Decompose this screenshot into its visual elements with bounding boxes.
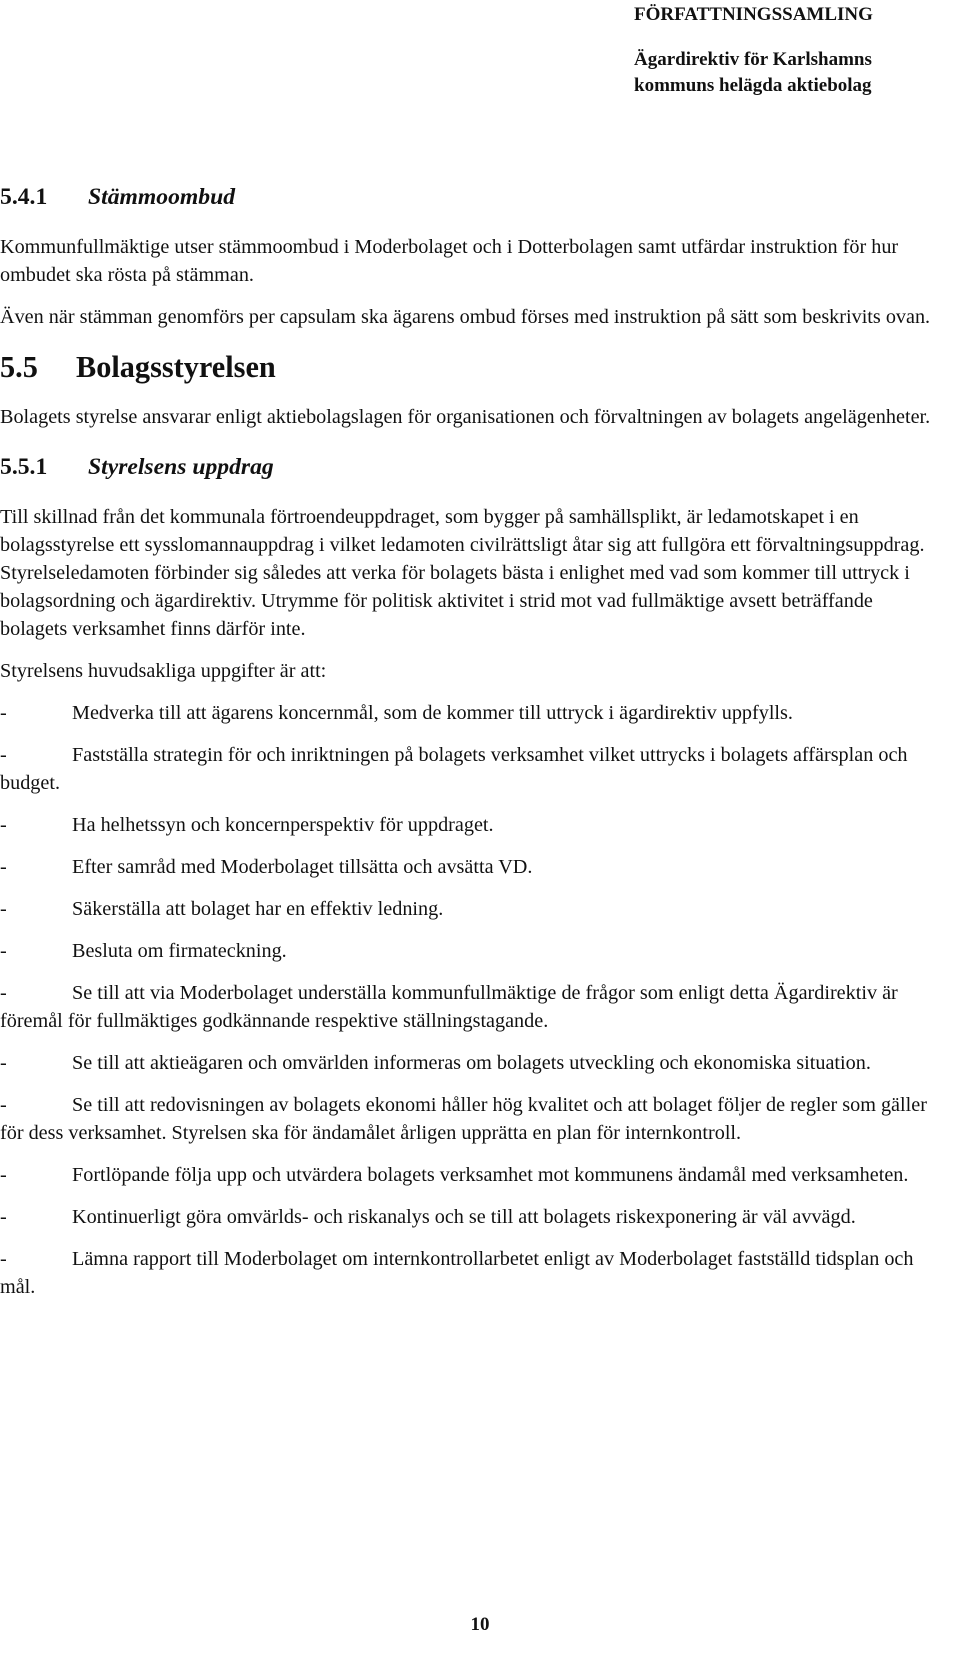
paragraph: Även när stämman genomförs per capsulam ska ägarens ombud förses med instruktion på sätt som beskrivits ovan. — [0, 306, 931, 328]
list-item — [0, 895, 934, 923]
list-dash: - — [0, 744, 7, 766]
list-item — [0, 811, 934, 839]
list-item — [0, 1049, 934, 1077]
heading-5-5-1 — [0, 453, 934, 481]
list-dash: - — [0, 1206, 7, 1228]
paragraph: Styrelsens huvudsakliga uppgifter är att: — [0, 660, 327, 682]
list-dash: - — [0, 940, 7, 962]
list-item-text: Se till att redovisningen av bolagets ekonomi håller hög kvalitet och att bolaget följer de regler som gäller för dess verksamhet. Styrelsen ska för ändamålet årligen upprätta en plan för internkontroll. — [0, 1094, 927, 1144]
list-item — [0, 853, 934, 881]
list-dash: - — [0, 1248, 7, 1270]
paragraph: Bolagets styrelse ansvarar enligt aktiebolagslagen för organisationen och förvaltningen av bolagets angelägenheter. — [0, 406, 931, 428]
list-dash: - — [0, 856, 7, 878]
collection-title: FÖRFATTNINGSSAMLING — [634, 4, 873, 25]
heading-5-5 — [0, 350, 934, 384]
list-dash: - — [0, 898, 7, 920]
list-dash: - — [0, 702, 7, 724]
list-item-text: Lämna rapport till Moderbolaget om internkontrollarbetet enligt av Moderbolaget fastställd tidsplan och mål. — [0, 1248, 914, 1298]
list-item-text: Se till att aktieägaren och omvärlden informeras om bolagets utveckling och ekonomiska situation. — [72, 1052, 871, 1074]
list-item-text: Efter samråd med Moderbolaget tillsätta och avsätta VD. — [72, 856, 533, 878]
list-item — [0, 1203, 934, 1231]
heading-number: 5.5 — [0, 350, 38, 384]
list-item — [0, 937, 934, 965]
list-item-text: Kontinuerligt göra omvärlds- och riskanalys och se till att bolagets riskexponering är väl avvägd. — [72, 1206, 856, 1228]
list-item-text: Säkerställa att bolaget har en effektiv ledning. — [72, 898, 444, 920]
list-item — [0, 741, 934, 797]
heading-text: Styrelsens uppdrag — [88, 454, 274, 480]
list-item-text: Ha helhetssyn och koncernperspektiv för uppdraget. — [72, 814, 494, 836]
page-header — [634, 2, 934, 99]
list-item — [0, 1161, 934, 1189]
document-title-line-2: kommuns helägda aktiebolag — [634, 75, 872, 96]
heading-number: 5.4.1 — [0, 184, 48, 210]
list-item-text: Fortlöpande följa upp och utvärdera bolagets verksamhet mot kommunens ändamål med verksamheten. — [72, 1164, 909, 1186]
document-title-line-1: Ägardirektiv för Karlshamns — [634, 49, 872, 70]
list-item-text: Medverka till att ägarens koncernmål, som de kommer till uttryck i ägardirektiv uppfylls. — [72, 702, 793, 724]
paragraph: Kommunfullmäktige utser stämmoombud i Moderbolaget och i Dotterbolagen samt utfärdar instruktion för hur ombudet ska rösta på stämman. — [0, 236, 899, 286]
list-item — [0, 979, 934, 1035]
heading-number: 5.5.1 — [0, 454, 48, 480]
list-item-text: Fastställa strategin för och inriktningen på bolagets verksamhet vilket uttrycks i bolagets affärsplan och budget. — [0, 744, 908, 794]
list-item-text: Besluta om firmateckning. — [72, 940, 287, 962]
page-number: 10 — [470, 1614, 490, 1635]
list-item — [0, 1245, 934, 1301]
task-list — [0, 699, 934, 1301]
list-item — [0, 699, 934, 727]
list-dash: - — [0, 1094, 7, 1116]
heading-text: Bolagsstyrelsen — [76, 350, 276, 384]
list-item — [0, 1091, 934, 1147]
heading-text: Stämmoombud — [88, 184, 236, 210]
list-item-text: Se till att via Moderbolaget underställa kommunfullmäktige de frågor som enligt detta Ägardirektiv är föremål för fullmäktiges godkännande respektive ställningstagande. — [0, 982, 898, 1032]
list-dash: - — [0, 814, 7, 836]
list-dash: - — [0, 982, 7, 1004]
list-dash: - — [0, 1164, 7, 1186]
list-dash: - — [0, 1052, 7, 1074]
paragraph: Till skillnad från det kommunala förtroendeuppdraget, som bygger på samhällsplikt, är ledamotskapet i en bolagsstyrelse ett sysslomannauppdrag i vilket ledamoten civilrättsligt åtar sig att fullgöra ett förvaltningsuppdrag. Styrelseledamoten förbinder sig således att verka för bolagets bästa i enlighet med vad som kommer till uttryck i bolagsordning och ägardirektiv. Utrymme för politisk aktivitet i strid mot vad fullmäktige avsett beträffande bolagets verksamhet finns därför inte. — [0, 506, 925, 640]
document-body — [0, 183, 934, 1301]
heading-5-4-1 — [0, 183, 934, 211]
